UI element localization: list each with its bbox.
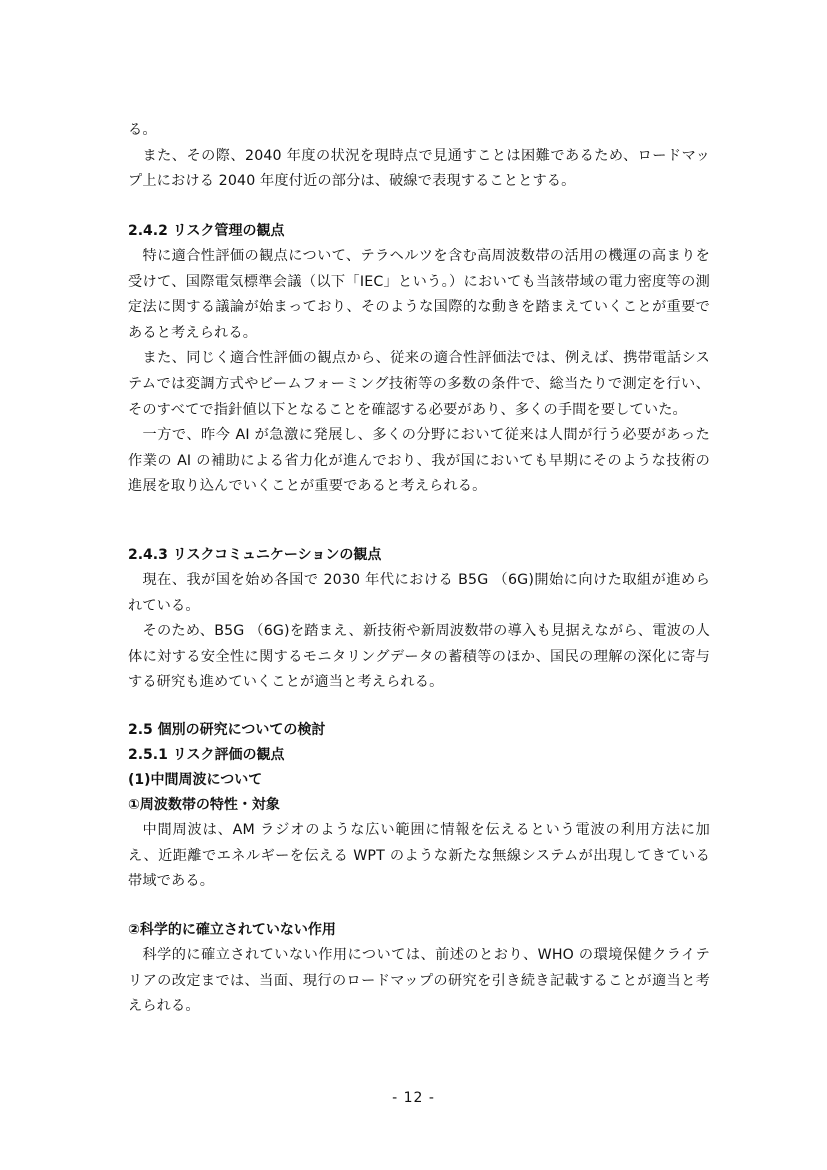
page-number: - 12 - [392,1090,435,1106]
section-2-4-3-body [128,568,710,696]
section-2-5-1-body-1 [128,818,710,895]
paragraph: そのため、B5G （6G)を踏まえ、新技術や新周波数帯の導入も見据えながら、電波の人体に対する安全性に関するモニタリングデータの蓄積等のほか、国民の理解の深化に寄与する研究も進めていくことが適当と考えられる。 [128,623,711,691]
section-heading-2-5-1: 2.5.1 リスク評価の観点 [128,747,285,763]
paragraph: また、同じく適合性評価の観点から、従来の適合性評価法では、例えば、携帯電話システムでは変調方式やビームフォーミング技術等の多数の条件で、総当たりで測定を行い、そのすべてで指針値以下となることを確認する必要があり、多くの手間を要していた。 [128,350,710,418]
paragraph: 特に適合性評価の観点について、テラヘルツを含む高周波数帯の活用の機運の高まりを受けて、国際電気標準会議（以下「IEC」という。）においても当該帯域の電力密度等の測定法に関する議論が始まっており、そのような国際的な動きを踏まえていくことが重要であると考えられる。 [128,248,710,341]
section-heading-2-4-3: 2.4.3 リスクコミュニケーションの観点 [128,547,382,563]
subheading-unestablished-effects: ②科学的に確立されていない作用 [128,922,336,938]
section-2-4-2-body [128,244,710,500]
subheading-frequency-characteristics: ①周波数帯の特性・対象 [128,797,280,813]
section-heading-2-5: 2.5 個別の研究についての検討 [128,722,326,738]
intro-paragraph-1: また、その際、2040 年度の状況を現時点で見通すことは困難であるため、ロードマップ上における 2040 年度付近の部分は、破線で表現することとする。 [128,147,710,190]
paragraph: 現在、我が国を始め各国で 2030 年代における B5G （6G)開始に向けた取組が進められている。 [128,572,710,614]
paragraph: 中間周波は、AM ラジオのような広い範囲に情報を伝えるという電波の利用方法に加え、近距離でエネルギーを伝える WPT のような新たな無線システムが出現してきている帯域である。 [128,822,710,890]
section-2-5-1-body-2 [128,943,710,1020]
section-heading-2-4-2: 2.4.2 リスク管理の観点 [128,223,285,239]
intro-section [128,118,710,195]
paragraph: 科学的に確立されていない作用については、前述のとおり、WHO の環境保健クライテリアの改定までは、当面、現行のロードマップの研究を引き続き記載することが適当と考えられる。 [128,947,710,1015]
paragraph: 一方で、昨今 AI が急激に発展し、多くの分野において従来は人間が行う必要があった作業の AI の補助による省力化が進んでおり、我が国においても早期にそのような技術の進展を取り込んでいくことが重要であると考えられる。 [128,427,710,495]
subheading-intermediate-frequency: (1)中間周波について [128,772,263,788]
intro-paragraph-0: る。 [128,122,157,138]
